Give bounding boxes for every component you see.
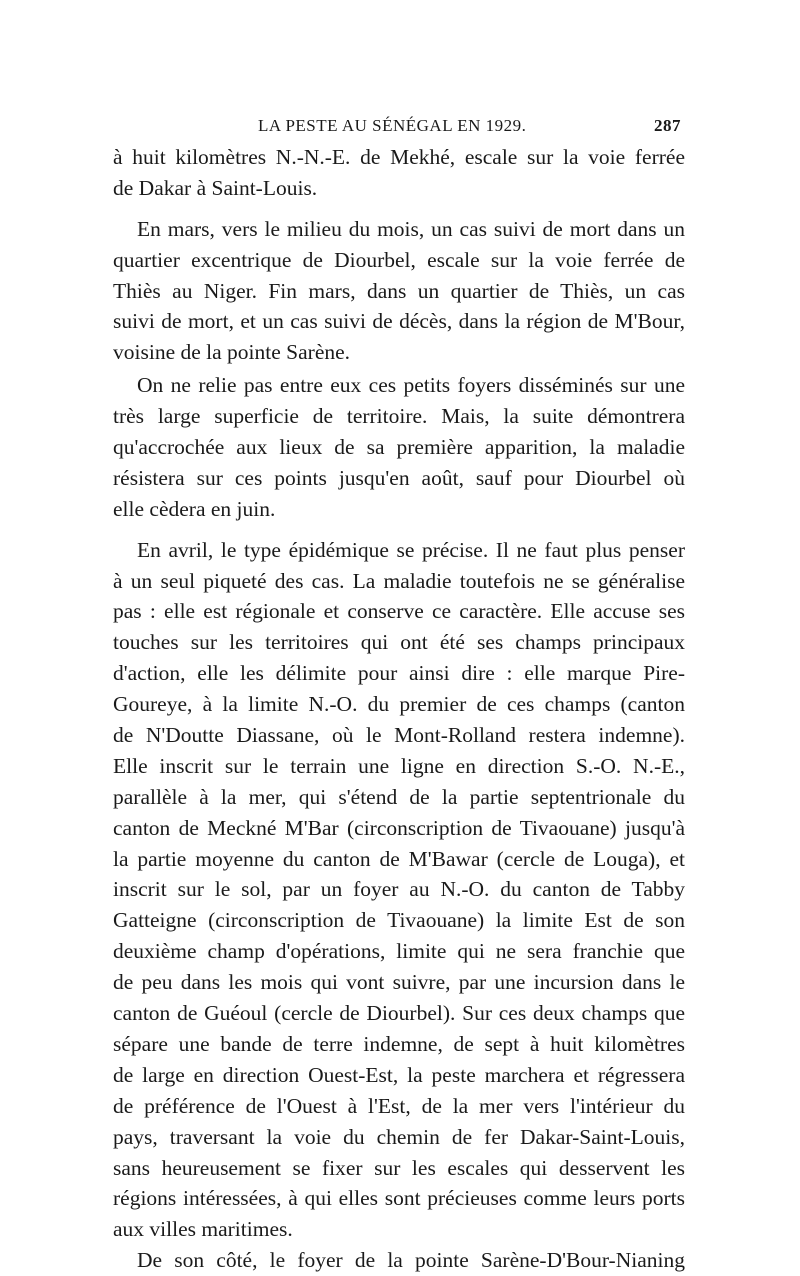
text-line: suivi de mort, et un cas suivi de décès, dans la région de M'Bour, (113, 309, 685, 334)
running-header (113, 112, 685, 142)
running-title: LA PESTE AU SÉNÉGAL EN 1929. (258, 116, 527, 135)
text-line: à un seul piqueté des cas. La maladie toutefois ne se généralise (113, 568, 685, 593)
text-line: aux villes maritimes. (113, 1217, 293, 1242)
text-line: inscrit sur le sol, par un foyer au N.-O. du canton de Tabby (113, 877, 685, 902)
paragraph-2 (113, 214, 685, 368)
text-line: de large en direction Ouest-Est, la peste marchera et régressera (113, 1062, 685, 1087)
text-line: Gatteigne (circonscription de Tivaouane) la limite Est de son (113, 908, 685, 933)
text-line: la partie moyenne du canton de M'Bawar (cercle de Louga), et (113, 846, 685, 871)
text-line: sans heureusement se fixer sur les escales qui desservent les (113, 1155, 685, 1180)
text-line: de N'Doutte Diassane, où le Mont-Rolland restera indemne). (113, 723, 685, 748)
text-line: très large superficie de territoire. Mais, la suite démontrera (113, 404, 685, 429)
text-line: En mars, vers le milieu du mois, un cas suivi de mort dans un (137, 216, 685, 241)
text-line: de peu dans les mois qui vont suivre, par une incursion dans le (113, 970, 685, 995)
text-line: à huit kilomètres N.-N.-E. de Mekhé, escale sur la voie ferrée (113, 145, 685, 169)
text-line: d'action, elle les délimite pour ainsi dire : elle marque Pire- (113, 661, 685, 686)
text-line: pas : elle est régionale et conserve ce caractère. Elle accuse ses (113, 599, 685, 624)
document-page (113, 112, 685, 1276)
text-line: Goureye, à la limite N.-O. du premier de ces champs (canton (113, 692, 685, 717)
text-line: On ne relie pas entre eux ces petits foyers disséminés sur une (137, 373, 685, 398)
text-line: Elle inscrit sur le terrain une ligne en direction S.-O. N.-E., (113, 753, 685, 778)
text-line: canton de Meckné M'Bar (circonscription de Tivaouane) jusqu'à (113, 815, 685, 840)
text-line: résistera sur ces points jusqu'en août, sauf pour Diourbel où (113, 465, 685, 490)
text-line: parallèle à la mer, qui s'étend de la partie septentrionale du (113, 784, 685, 809)
text-line: elle cèdera en juin. (113, 496, 276, 521)
text-line: En avril, le type épidémique se précise. Il ne faut plus penser (137, 537, 685, 562)
text-line: sépare une bande de terre indemne, de sept à huit kilomètres (113, 1031, 685, 1056)
text-line: voisine de la pointe Sarène. (113, 340, 351, 365)
text-line: quartier excentrique de Diourbel, escale sur la voie ferrée de (113, 247, 685, 272)
text-line: De son côté, le foyer de la pointe Sarène-D'Bour-Nianing (137, 1248, 685, 1273)
text-line: canton de Guéoul (cercle de Diourbel). Sur ces deux champs que (113, 1001, 685, 1026)
paragraph-3 (113, 370, 685, 524)
text-line: de préférence de l'Ouest à l'Est, de la mer vers l'intérieur du (113, 1093, 685, 1118)
paragraph-1 (113, 142, 685, 204)
paragraph-4 (113, 535, 685, 1245)
paragraph-5 (113, 1245, 685, 1276)
text-line: pays, traversant la voie du chemin de fer Dakar-Saint-Louis, (113, 1124, 685, 1149)
text-line: de Dakar à Saint-Louis. (113, 175, 318, 200)
text-line: Thiès au Niger. Fin mars, dans un quartier de Thiès, un cas (113, 278, 685, 303)
text-line: touches sur les territoires qui ont été ses champs principaux (113, 630, 685, 655)
page-number: 287 (654, 116, 681, 135)
text-line: deuxième champ d'opérations, limite qui ne sera franchie que (113, 939, 685, 964)
text-line: régions intéressées, à qui elles sont précieuses comme leurs ports (113, 1186, 685, 1211)
text-line: qu'accrochée aux lieux de sa première apparition, la maladie (113, 435, 685, 460)
